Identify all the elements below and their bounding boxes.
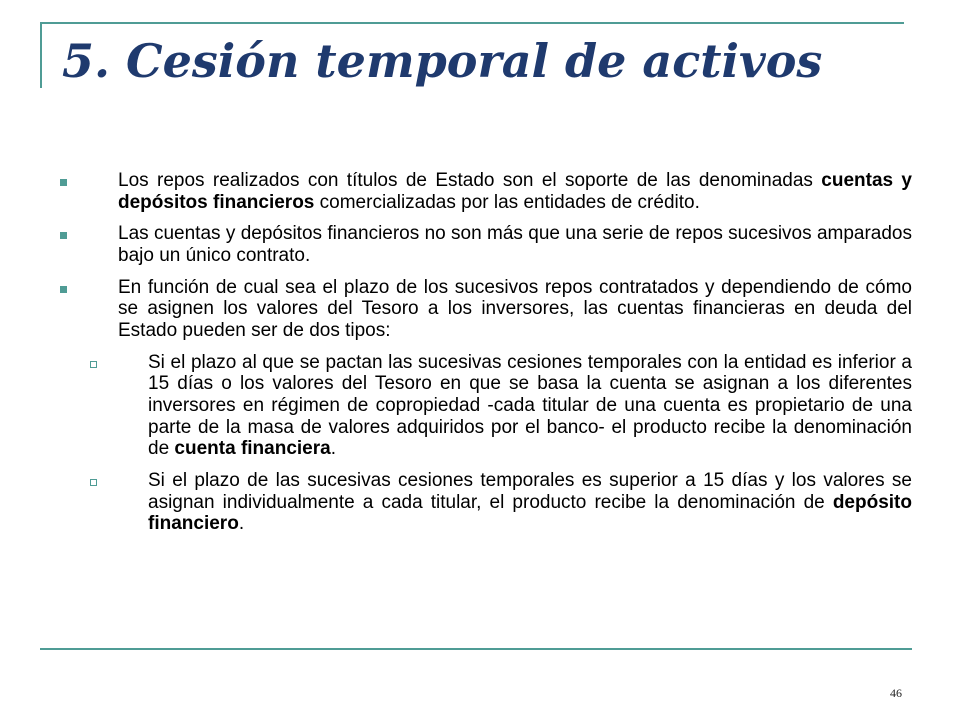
page-number: 46 — [890, 686, 902, 700]
square-bullet-icon — [60, 232, 67, 239]
slide-title: 5. Cesión temporal de activos — [62, 34, 823, 88]
bullet-text: Las cuentas y depósitos financieros no son más que una serie de repos sucesivos amparados bajo un único contrato. — [118, 223, 912, 266]
sub-bullet-text-segment: . — [330, 438, 336, 460]
bullet-text-segment: Los repos realizados con títulos de Estado son el soporte de las denominadas — [118, 170, 822, 191]
sub-bullet-item-deposito-financiero — [90, 470, 912, 535]
sub-bullet-bold-term: depósito financiero — [148, 491, 912, 535]
sub-bullet-item-cuenta-financiera — [90, 352, 912, 460]
bullet-bold-term: cuentas y depósitos financieros — [118, 170, 912, 213]
sub-bullet-text-segment: Si el plazo de las sucesivas cesiones temporales es superior a 15 días y los valores se asignan individualmente a cada titular, el producto recibe la denominación de — [148, 469, 912, 513]
bullet-item-repos-soporte — [56, 170, 912, 213]
frame-bottom-line — [40, 648, 912, 650]
bullet-text: En función de cual sea el plazo de los sucesivos repos contratados y dependiendo de cómo se asignen los valores del Tesoro a los inversores, las cuentas financieras en deuda del Estado pueden ser de dos tipos: — [118, 276, 912, 341]
frame-left-line — [40, 22, 42, 88]
bullet-item-cuentas-depositos — [56, 223, 912, 266]
frame-top-line — [40, 22, 904, 24]
hollow-square-bullet-icon — [90, 479, 97, 486]
sub-bullet-bold-term: cuenta financiera — [174, 438, 331, 460]
sub-bullet-text-segment: Si el plazo al que se pactan las sucesivas cesiones temporales con la entidad es inferior a 15 días o los valores del Tesoro en que se basa la cuenta se asignan a los diferentes inversores en régimen de copropiedad -cada titular de una cuenta es propietario de una parte de la masa de valores adquiridos por el banco- el producto recibe la denominación de — [148, 351, 912, 460]
bullet-item-funcion-plazo — [56, 277, 912, 342]
bullet-text-segment: comercializadas por las entidades de crédito. — [314, 191, 700, 213]
square-bullet-icon — [60, 179, 67, 186]
hollow-square-bullet-icon — [90, 361, 97, 368]
square-bullet-icon — [60, 286, 67, 293]
slide-content — [56, 170, 912, 545]
sub-bullet-text-segment: . — [238, 513, 245, 535]
